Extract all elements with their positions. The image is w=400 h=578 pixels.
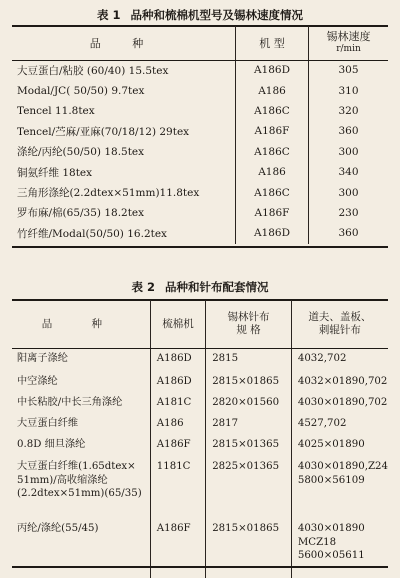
table1-cell-variety: 竹纤维/Modal(50/50) 16.2tex <box>17 227 167 240</box>
table1-row <box>12 80 388 100</box>
table1-cell-model: A186 <box>236 80 309 100</box>
table2-cell-others: 4030×01890 MCZ18 5600×05611 <box>291 518 388 578</box>
table1-row <box>12 101 388 121</box>
table2-cell-variety: 中空涤纶 <box>17 376 58 387</box>
table1-header-speed <box>309 26 389 60</box>
table2-cell-carding: A186 <box>150 413 205 434</box>
table1-cell-speed: 360 <box>309 223 389 243</box>
table2-row <box>12 392 388 413</box>
table2-header-cylinder: 锡林针布 规 格 <box>206 300 292 348</box>
table1-cell-variety: 大豆蛋白/粘胶 (60/40) 15.5tex <box>17 64 169 77</box>
table2-cell-carding: A186D <box>150 371 205 392</box>
table1-cell-model: A186F <box>236 121 309 141</box>
table2-bottom-rule <box>12 566 388 568</box>
table1-row <box>12 162 388 182</box>
table2-row <box>12 518 388 578</box>
table1-cell-variety: 铜氨纤维 18tex <box>17 166 93 179</box>
table1-header-speed-label: 锡林速度 <box>326 30 371 43</box>
table1-cell-variety: 涤纶/丙纶(50/50) 18.5tex <box>17 146 145 159</box>
table2-cell-variety: 丙纶/涤纶(55/45) <box>17 523 99 534</box>
table1 <box>12 26 388 244</box>
table1-cell-model: A186C <box>236 142 309 162</box>
table2-cell-cylinder: 2815×01365 <box>206 434 292 456</box>
table2-cell-variety: 中长粘胶/中长三角涤纶 <box>17 397 123 408</box>
table1-cell-model: A186D <box>236 223 309 243</box>
table1-cell-speed: 305 <box>309 60 389 80</box>
table2-cell-carding: A181C <box>150 392 205 413</box>
table2-cell-cylinder: 2815 <box>206 348 292 371</box>
table1-row <box>12 182 388 202</box>
table2-cell-cylinder: 2820×01560 <box>206 392 292 413</box>
table1-row <box>12 203 388 223</box>
table2-cell-variety: 大豆蛋白纤维(1.65dtex× 51mm)/高收缩涤纶 (2.2dtex×51mm)(65/35) <box>17 461 142 499</box>
table1-row <box>12 60 388 80</box>
table2-cell-cylinder: 2817 <box>206 413 292 434</box>
table2-cell-variety: 大豆蛋白纤维 <box>17 418 79 429</box>
table1-cell-speed: 310 <box>309 80 389 100</box>
table1-cell-variety: Tencel/苎麻/亚麻(70/18/12) 29tex <box>17 125 190 138</box>
table2-cell-variety: 0.8D 细旦涤纶 <box>17 439 86 450</box>
table1-header-model: 机 型 <box>236 26 309 60</box>
table1-header-rule <box>12 60 388 61</box>
table2-caption <box>0 279 400 295</box>
table2-header-row <box>12 300 388 348</box>
table1-cell-variety: Modal/JC( 50/50) 9.7tex <box>17 84 145 97</box>
table2-cell-others: 4032,702 <box>291 348 388 371</box>
table2-row <box>12 434 388 456</box>
table2-header-rule <box>12 348 388 349</box>
table2-cell-others: 4527,702 <box>291 413 388 434</box>
table2-row <box>12 456 388 518</box>
table1-row <box>12 121 388 141</box>
table2-row <box>12 413 388 434</box>
table1-cell-speed: 360 <box>309 121 389 141</box>
table2-cell-carding: 1181C <box>150 456 205 518</box>
table2-header-others: 道夫、盖板、 刺辊针布 <box>291 300 388 348</box>
table1-cell-variety: 罗布麻/棉(65/35) 18.2tex <box>17 207 145 220</box>
table2-header-carding: 梳棉机 <box>150 300 205 348</box>
table1-cell-speed: 340 <box>309 162 389 182</box>
table2 <box>12 300 388 578</box>
table2-cell-cylinder: 2825×01365 <box>206 456 292 518</box>
table1-header-row <box>12 26 388 60</box>
table1-number: 表 1 <box>96 8 121 22</box>
table2-cell-others: 4025×01890 <box>291 434 388 456</box>
table2-cell-others: 4030×01890,Z24 5800×56109 <box>291 456 388 518</box>
table1-cell-speed: 320 <box>309 101 389 121</box>
table1-header-speed-unit: r/min <box>336 44 361 54</box>
table1-cell-speed: 300 <box>309 142 389 162</box>
table2-row <box>12 371 388 392</box>
table2-cell-others: 4030×01890,702 <box>291 392 388 413</box>
table1-cell-model: A186C <box>236 101 309 121</box>
table2-cell-others: 4032×01890,702 <box>291 371 388 392</box>
table1-row <box>12 142 388 162</box>
table2-cell-cylinder: 2815×01865 <box>206 518 292 578</box>
table1-cell-variety: Tencel 11.8tex <box>17 104 95 117</box>
table1-cell-variety: 三角形涤纶(2.2dtex×51mm)11.8tex <box>17 187 200 200</box>
table2-number: 表 2 <box>131 280 155 294</box>
table1-cell-model: A186F <box>236 203 309 223</box>
table2-header-variety: 品 种 <box>41 317 121 330</box>
table1-caption <box>0 7 400 23</box>
table2-cell-carding: A186F <box>150 434 205 456</box>
table1-title: 品种和梳棉机型号及锡林速度情况 <box>130 8 303 22</box>
table2-cell-variety: 阳离子涤纶 <box>17 353 68 364</box>
table2-title: 品种和针布配套情况 <box>165 280 269 294</box>
table1-cell-model: A186D <box>236 60 309 80</box>
table2-cell-carding: A186F <box>150 518 205 578</box>
table1-header-variety: 品 种 <box>89 37 158 50</box>
table1-cell-speed: 300 <box>309 182 389 202</box>
table1-cell-model: A186C <box>236 182 309 202</box>
table1-row <box>12 223 388 243</box>
table1-bottom-rule <box>12 246 388 248</box>
table2-cell-carding: A186D <box>150 348 205 371</box>
table2-cell-cylinder: 2815×01865 <box>206 371 292 392</box>
table1-cell-speed: 230 <box>309 203 389 223</box>
table2-row <box>12 348 388 371</box>
table1-cell-model: A186 <box>236 162 309 182</box>
